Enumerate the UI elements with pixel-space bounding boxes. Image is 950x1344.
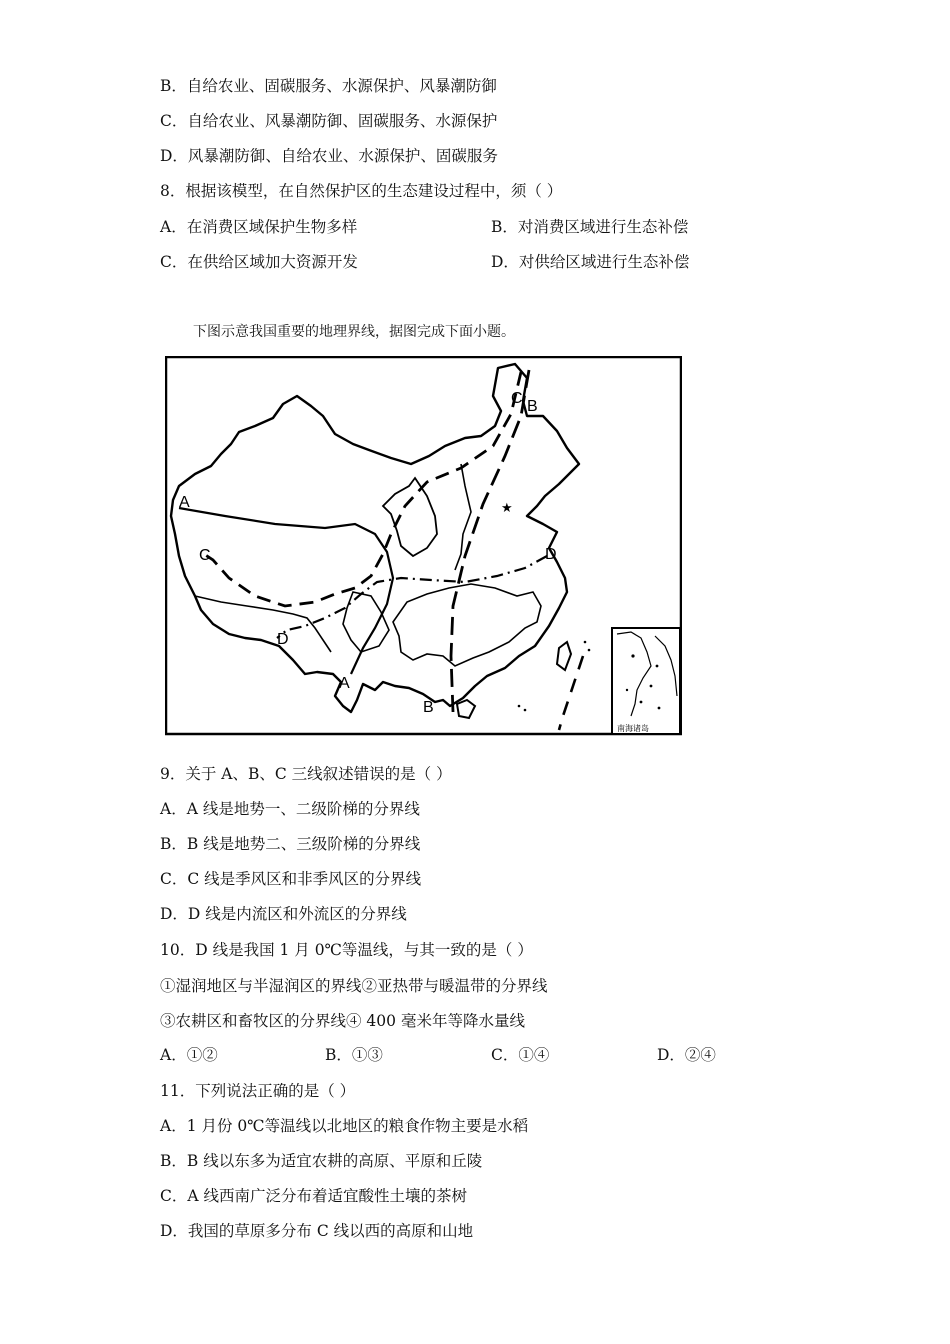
- q9-stem: 9．关于 A、B、C 三线叙述错误的是（ ）: [160, 765, 452, 783]
- q8-stem: 8．根据该模型，在自然保护区的生态建设过程中，须（ ）: [160, 182, 563, 200]
- q7-option-b: B．自给农业、固碳服务、水源保护、风暴潮防御: [160, 77, 497, 95]
- q8-option-d: D．对供给区域进行生态补偿: [491, 253, 690, 271]
- inset-label: 南海诸岛: [617, 724, 649, 733]
- china-boundary-map: [165, 356, 682, 736]
- q10-option-c: C．①④: [491, 1046, 550, 1064]
- q11-option-a: A．1 月份 0℃等温线以北地区的粮食作物主要是水稻: [160, 1117, 529, 1135]
- q10-option-b: B．①③: [325, 1046, 383, 1064]
- q8-option-b: B．对消费区域进行生态补偿: [491, 218, 689, 236]
- q11-option-b: B．B 线以东多为适宜农耕的高原、平原和丘陵: [160, 1152, 483, 1170]
- q10-stem: 10．D 线是我国 1 月 0℃等温线，与其一致的是（ ）: [160, 941, 533, 959]
- q9-option-b: B．B 线是地势二、三级阶梯的分界线: [160, 835, 421, 853]
- label-a-west: A: [179, 494, 190, 511]
- q9-option-c: C．C 线是季风区和非季风区的分界线: [160, 870, 422, 888]
- q10-statements-1: ①湿润地区与半湿润区的界线②亚热带与暖温带的分界线: [160, 977, 548, 995]
- q10-option-d: D．②④: [657, 1046, 716, 1064]
- q10-statements-2: ③农耕区和畜牧区的分界线④ 400 毫米年等降水量线: [160, 1012, 525, 1030]
- label-a-south: A: [339, 675, 350, 692]
- map-frame: [166, 357, 681, 734]
- label-c-north: C: [511, 390, 523, 407]
- q11-option-d: D．我国的草原多分布 C 线以西的高原和山地: [160, 1222, 474, 1240]
- q8-option-c: C．在供给区域加大资源开发: [160, 253, 358, 271]
- q11-option-c: C．A 线西南广泛分布着适宜酸性土壤的茶树: [160, 1187, 467, 1205]
- q9-option-a: A．A 线是地势一、二级阶梯的分界线: [160, 800, 420, 818]
- q7-option-c: C．自给农业、风暴潮防御、固碳服务、水源保护: [160, 112, 498, 130]
- q9-option-d: D．D 线是内流区和外流区的分界线: [160, 905, 407, 923]
- q10-option-a: A．①②: [160, 1046, 218, 1064]
- label-d-west: D: [277, 631, 289, 648]
- label-b-north: B: [527, 398, 538, 415]
- map-intro: 下图示意我国重要的地理界线，据图完成下面小题。: [193, 324, 515, 340]
- south-china-sea-inset: [612, 628, 680, 734]
- q11-stem: 11．下列说法正确的是（ ）: [160, 1082, 356, 1100]
- q8-option-a: A．在消费区域保护生物多样: [160, 218, 358, 236]
- label-c-west: C: [199, 547, 211, 564]
- q7-option-d: D．风暴潮防御、自给农业、水源保护、固碳服务: [160, 147, 498, 165]
- label-b-south: B: [423, 699, 434, 716]
- capital-star-icon: ★: [501, 501, 513, 516]
- label-d-east: D: [545, 546, 557, 563]
